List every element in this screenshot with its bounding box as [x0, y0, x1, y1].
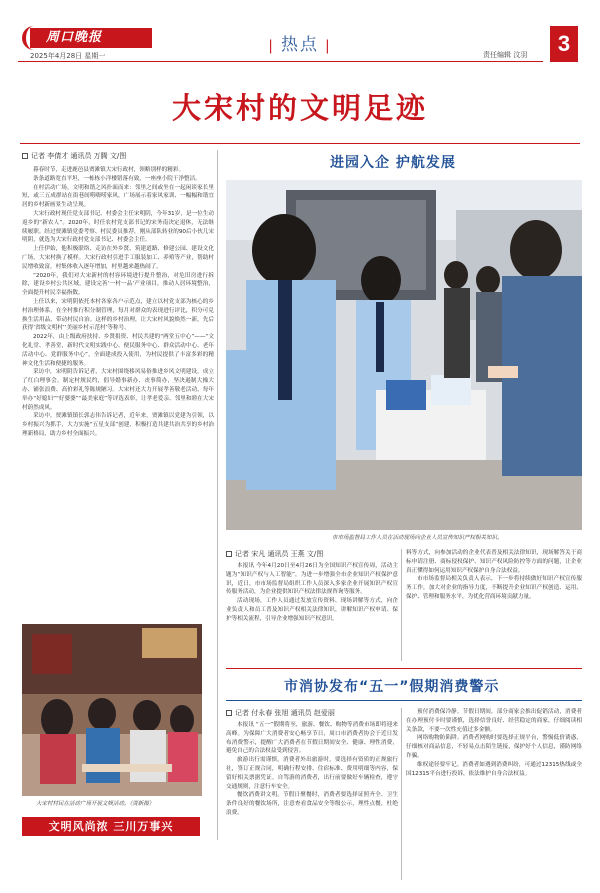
paragraph: 大宋行政村现任党支部书记、村委会主任宋明阴，今年31岁，是一位生动返乡的“新农人”。2020年，时任农村党支部书记的宋务南决定退休，无法继续履职。经过贾滩镇党委考察、村民委员推荐，刚从部队转业的90后小伙儿宋明阴，就选为大宋行政村党支部书记、村委会主任。	[22, 210, 214, 244]
article3-byline-text: 记者 付永春 张旭 通讯员 赵爱丽	[235, 709, 335, 717]
section-tag	[245, 30, 355, 55]
paragraph: 餐饮消费讲文明。节假日聚餐时，消费者要选择证照齐全、卫生条件良好的餐饮场所，注意查看食品安全等级公示，理性点餐，杜绝浪费。	[226, 792, 398, 816]
paragraph: 条条道路宽直平坦，一栋栋小洋楼错落有致，一座座小院干净整洁。	[33, 175, 201, 182]
paragraph: 料等方式，向参加活动的企业代表普及相关法律知识，现场解答关于商标申请注册、商标侵权保护、知识产权风险防控等方面的问题，让企业真正懂得如何运用知识产权保护自身合法权益。	[406, 550, 582, 574]
section-label: 热点	[281, 35, 319, 55]
masthead-rule	[18, 61, 543, 62]
article1-byline	[22, 151, 126, 161]
paragraph: 暮春时节，走进鹿邑县贾滩镇大宋行政村，领略别样的精彩。	[33, 167, 185, 173]
paragraph: 上任以来，宋明阴依托本村各家各户示范点，建立以村党支部为核心的乡村治理体系，在全村推行积分制管理，每月对群众的表现进行评比，积分可兑换生活用品，带动村民自治。这样的乡村治理，让大宋村风貌焕然一新，先后获得‘省级文明村’‘美丽乡村示范村’等称号。	[22, 298, 214, 332]
article1-photo	[22, 624, 202, 796]
article3-byline	[226, 708, 335, 718]
separator-icon: |	[325, 38, 332, 54]
paragraph: 预付消费保冷静。节假日期间，部分商家会推出促销活动，消费者在办理预付卡时要谨慎，选择信誉良好、经营稳定的商家，仔细阅读相关条款，不要一次性充值过多金额。	[406, 709, 582, 733]
article2-body-col1	[226, 562, 398, 662]
article1-photo-caption: 大宋村村民在活动广场开展文娱活动。（贾新摄）	[36, 801, 155, 807]
paragraph: 旅游出行需谨慎。消费者外出旅游时，要选择有资质的正规旅行社，签订正规合同，明确行程安排、住宿标准、费用明细等内容，保留好相关票据凭证。自驾游的消费者，出行前要做好车辆检查，遵守交通规则，注意行车安全。	[226, 757, 398, 790]
section-rule	[226, 668, 582, 669]
paragraph: 本报讯 今年4月20日至4月26日为全国知识产权宣传周，活动主题为“知识产权与人工智能”，为进一步增强全市企业知识产权保护意识，近日，市市场监督局组织工作人员深入多家企业开展知识产权宣传服务活动，为企业提供知识产权法律法规咨询等服务。	[226, 563, 398, 596]
article3-body-col1	[226, 721, 398, 881]
issue-date: 2025年4月28日 星期一	[30, 52, 106, 60]
headline-underline	[226, 700, 582, 701]
paragraph: “2020年，我们对大宋新村的村容环境进行提升整治，对危旧房进行拆除，建设乡村公共区域，建设完善‘一村一品’产业项目，推动人居环境整治，全面提升村民幸福指数。	[22, 272, 214, 297]
masthead	[0, 0, 600, 66]
paragraph: 采访中，宋明阴告诉记者，大宋村围绕移风易俗推进乡风文明建设，成立了红白理事会，制定村规民约，倡导婚事新办、丧事简办，坚决遏制大操大办、铺张浪费、高价彩礼等陈规陋习。大宋村还大力开展孝善敬老活动，每年举办“好媳妇”“好婆婆”“最美家庭”等评选表彰，让孝老爱亲、邻里和睦在大宋村蔚然成风。	[22, 369, 214, 411]
byline-box-icon	[226, 551, 232, 557]
paragraph: 在村活动广场，文明和谐之风扑面而来：邻里之间或坐在一起闲谈家长里短，或三五成群站在街巷间唠嗨唠家风，广场展示着家风家训、一幅幅和谐宜居的乡村新画景生动呈现。	[22, 184, 214, 209]
article2-byline	[226, 549, 323, 559]
headline-rule	[20, 143, 580, 144]
article2-headline: 进园入企 护航发展	[330, 155, 456, 171]
newspaper-brand: 周口晚报	[30, 28, 152, 48]
separator-icon: |	[268, 38, 275, 54]
article1-body	[22, 166, 214, 616]
paragraph: 活动现场，工作人员通过发放宣传资料、现场讲解等方式，向企业负责人和员工普及知识产权相关法律知识，讲解知识产权申请、保护等相关流程，引导企业增强知识产权意识。	[226, 598, 398, 622]
article3-body-col2	[406, 708, 582, 881]
page-number: 3	[550, 26, 578, 62]
article2-byline-text: 记者 宋凡 通讯员 王燕 文/图	[235, 550, 324, 558]
article1-byline-text: 记者 李倩才 通讯员 万腾 文/图	[31, 152, 127, 160]
article2-photo	[226, 180, 582, 530]
article2-photo-caption: 市市场监督局工作人员在活动现场向企业人员宣传知识产权相关知识。	[332, 535, 503, 541]
paragraph: 采访中，贾滩镇镇长郭志伟告诉记者，近年来，贾滩镇以党建为引领，以乡村振兴为抓手，大力实施“五星支部”创建，积极打造共建共治共享的乡村治理新格局，助力乡村全面振兴。	[22, 413, 214, 437]
paragraph: 市市场监督局相关负责人表示，下一步将持续做好知识产权宣传服务工作，加大对企业的指导力度，不断提升企业知识产权创造、运用、保护、管理和服务水平，为优化营商环境贡献力量。	[406, 576, 582, 600]
main-headline: 大宋村的文明足迹	[171, 91, 428, 125]
paragraph: 2022年，由上级政府扶持、乡贤捐资、村民共建的“两堂五中心”——“文化礼堂、孝善堂，新时代文明实践中心、便民服务中心、群众活动中心、老年活动中心、党群服务中心”，全面建成投入使用，为村民提供了丰富多彩的精神文化生活和便捷的服务。	[22, 334, 214, 367]
editor-line: 责任编辑 汶羽	[483, 51, 528, 59]
column-divider	[401, 549, 402, 661]
article2-photo-image	[226, 180, 582, 530]
byline-box-icon	[22, 153, 28, 159]
article1-photo-image	[22, 624, 202, 796]
bottom-banner: 文明风尚浓 三川万事兴	[22, 817, 200, 836]
paragraph: 网络购物防陷阱。消费者网购时要选择正规平台，警惕低价诱惑，仔细核对商品信息，不轻易点击陌生链接，保护好个人信息，谨防网络诈骗。	[406, 735, 582, 759]
column-divider	[217, 150, 218, 840]
paragraph: 维权途径要牢记。消费者如遇到消费纠纷，可通过12315热线或全国12315平台进行投诉，依法维护自身合法权益。	[406, 761, 582, 777]
byline-box-icon	[226, 710, 232, 716]
paragraph: 上任伊始，他积极联络、走访在外乡贤、筑建道路、修建公园、建设文化广场，大宋村换了模样。大宋行政村引进手工服装加工、养殖等产业，帮助村民增收致富，村集体收入逐年增加，村里越来越热闹了。	[22, 246, 214, 270]
article2-body-col2	[406, 549, 582, 662]
article3-headline: 市消协发布“五一”假期消费警示	[284, 679, 500, 695]
paragraph: 本报讯 “五一”假期将至，旅游、餐饮、购物等消费市场即将迎来高峰。为保障广大消费者安心畅享节日，周口市消费者协会于近日发布消费警示，提醒广大消费者在节假日期间安全、健康、理性消费，避免自己的合法权益受到侵害。	[226, 722, 398, 755]
column-divider	[401, 708, 402, 880]
